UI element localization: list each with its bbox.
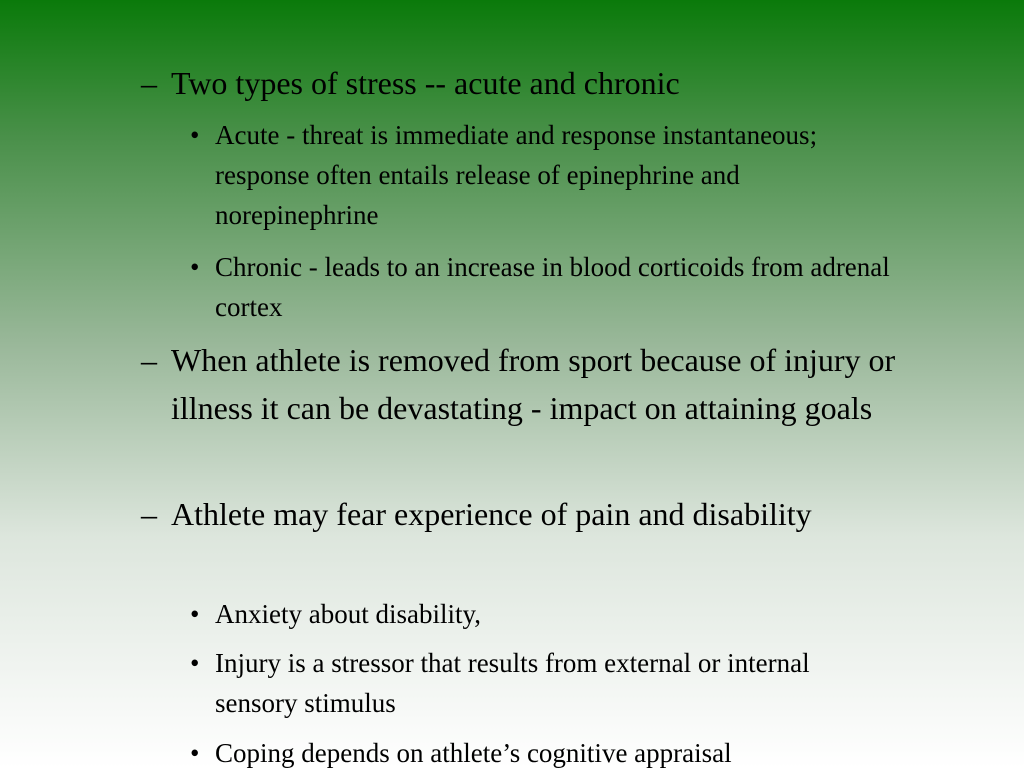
bullet-text: Two types of stress -- acute and chronic bbox=[171, 65, 680, 101]
bullet-marker: • bbox=[190, 648, 200, 678]
bullet-level2-chronic bbox=[190, 247, 890, 327]
bullet-level2-coping bbox=[190, 733, 890, 768]
bullet-text: Chronic - leads to an increase in blood corticoids from adrenal cortex bbox=[215, 252, 890, 322]
bullet-marker: • bbox=[190, 599, 200, 629]
bullet-level1-athlete-removed bbox=[141, 336, 941, 432]
dash-marker: – bbox=[141, 342, 157, 378]
bullet-level1-stress-types bbox=[141, 59, 941, 107]
bullet-text: Injury is a stressor that results from external or internal sensory stimulus bbox=[215, 648, 810, 718]
bullet-text: Coping depends on athlete’s cognitive appraisal bbox=[215, 738, 732, 768]
bullet-level2-anxiety bbox=[190, 594, 890, 634]
bullet-level2-stressor bbox=[190, 643, 890, 723]
bullet-text: Acute - threat is immediate and response instantaneous; response often entails release of epinephrine and norepinephrine bbox=[215, 120, 818, 230]
bullet-text: Anxiety about disability, bbox=[215, 599, 481, 629]
bullet-marker: • bbox=[190, 252, 200, 282]
dash-marker: – bbox=[141, 65, 157, 101]
dash-marker: – bbox=[141, 496, 157, 532]
bullet-marker: • bbox=[190, 120, 200, 150]
bullet-text: Athlete may fear experience of pain and disability bbox=[171, 496, 812, 532]
bullet-marker: • bbox=[190, 738, 200, 768]
bullet-level1-fear-pain bbox=[141, 490, 941, 538]
bullet-text: When athlete is removed from sport because of injury or illness it can be devastating - impact on attaining goals bbox=[171, 342, 896, 426]
bullet-level2-acute bbox=[190, 115, 890, 235]
